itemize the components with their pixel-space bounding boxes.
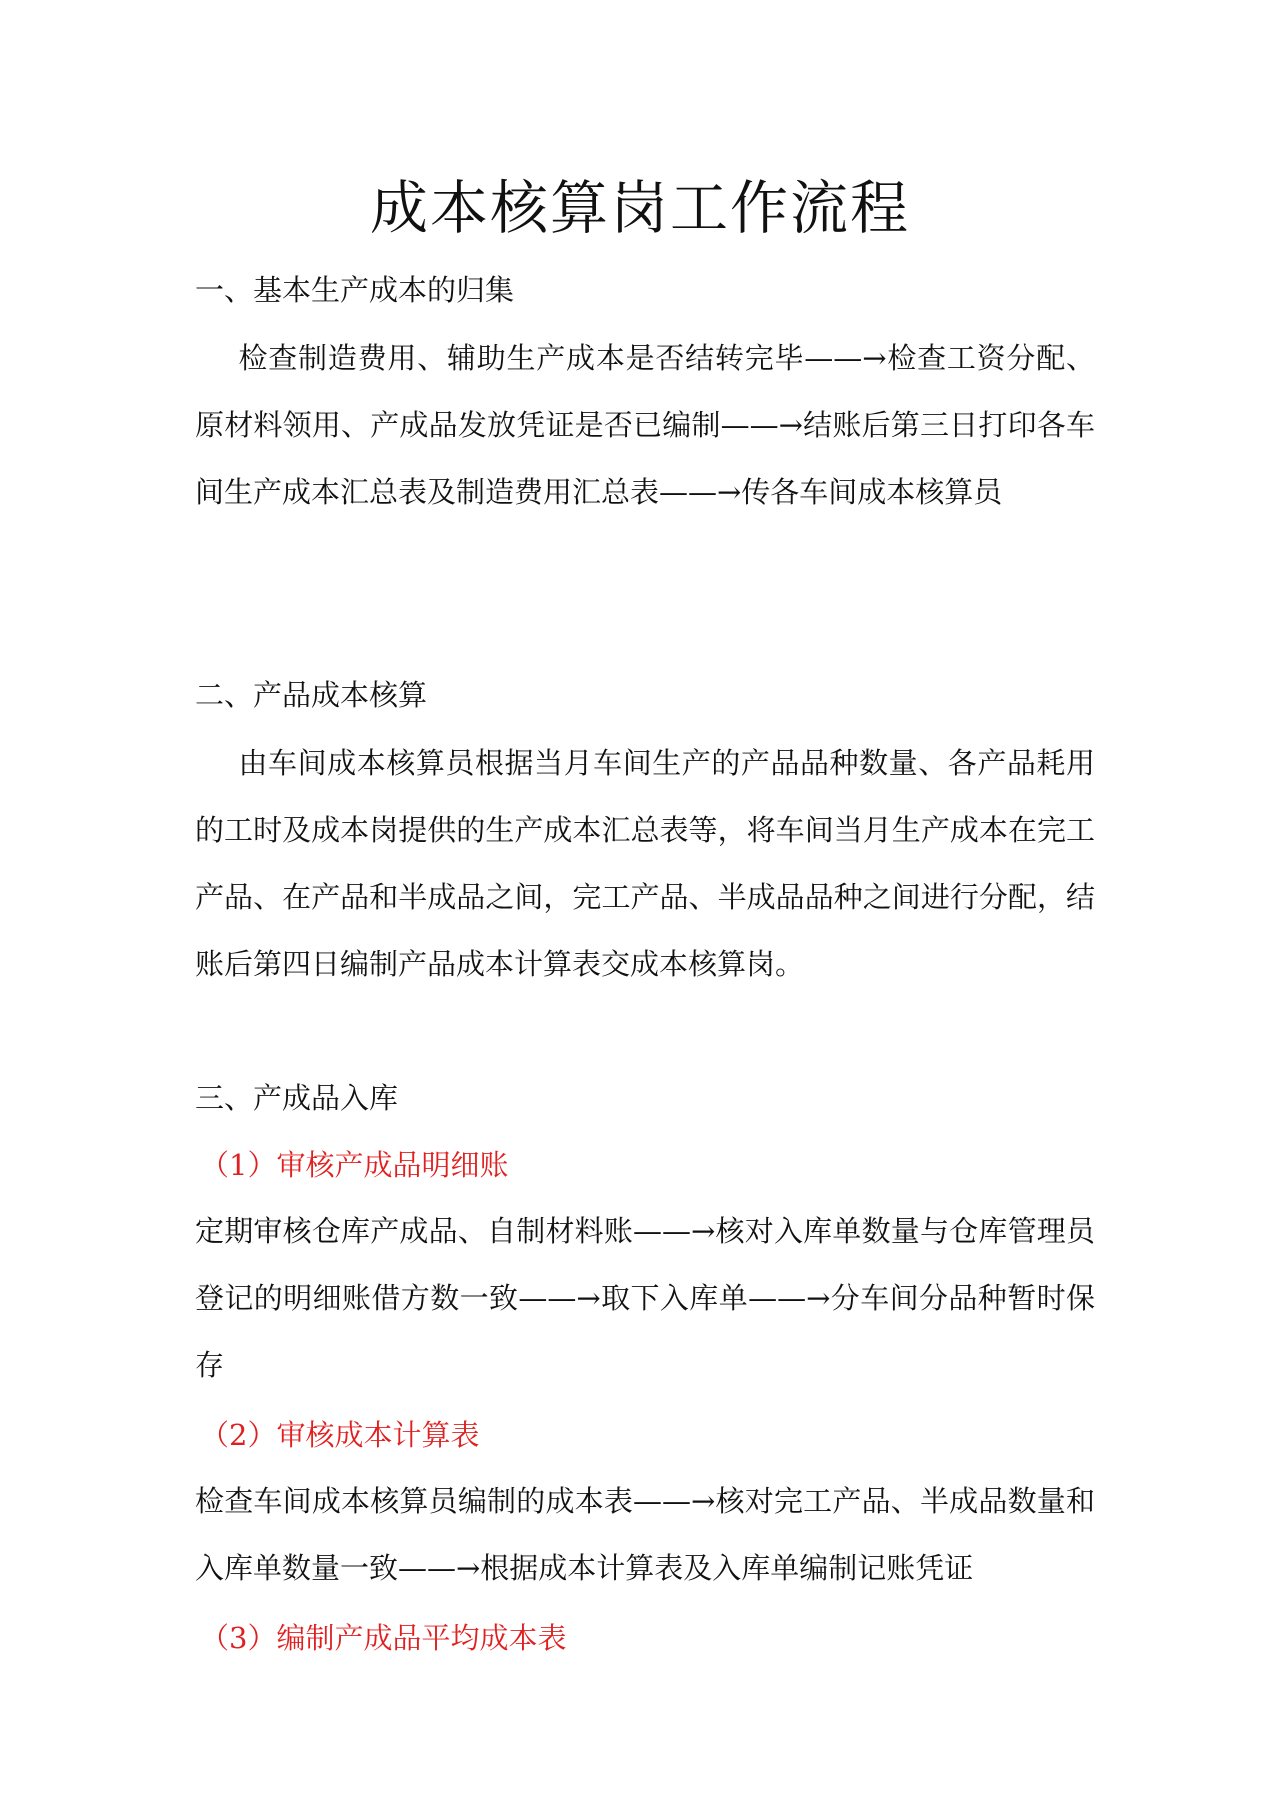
subsection-1-body: 定期审核仓库产成品、自制材料账——→核对入库单数量与仓库管理员登记的明细账借方数一致——→取下入库单——→分车间分品种暂时保存 (195, 1214, 1095, 1382)
subsection-3-heading: （3）编制产成品平均成本表 (200, 1621, 567, 1655)
section-1-body: 检查制造费用、辅助生产成本是否结转完毕——→检查工资分配、原材料领用、产成品发放凭证是否已编制——→结账后第三日打印各车间生产成本汇总表及制造费用汇总表——→传各车间成本核算员 (195, 341, 1095, 509)
section-2-body: 由车间成本核算员根据当月车间生产的产品品种数量、各产品耗用的工时及成本岗提供的生产成本汇总表等，将车间当月生产成本在完工产品、在产品和半成品之间，完工产品、半成品品种之间进行分配，结账后第四日编制产品成本计算表交成本核算岗。 (195, 746, 1095, 981)
subsection-1-heading: （1）审核产成品明细账 (200, 1148, 509, 1182)
subsection-2-body: 检查车间成本核算员编制的成本表——→核对完工产品、半成品数量和入库单数量一致——→根据成本计算表及入库单编制记账凭证 (195, 1484, 1095, 1585)
page-title: 成本核算岗工作流程 (369, 174, 910, 242)
subsection-2-heading: （2）审核成本计算表 (200, 1418, 480, 1452)
section-1-heading: 一、基本生产成本的归集 (195, 273, 515, 307)
section-3-heading: 三、产成品入库 (195, 1081, 399, 1115)
section-2-heading: 二、产品成本核算 (195, 678, 428, 712)
